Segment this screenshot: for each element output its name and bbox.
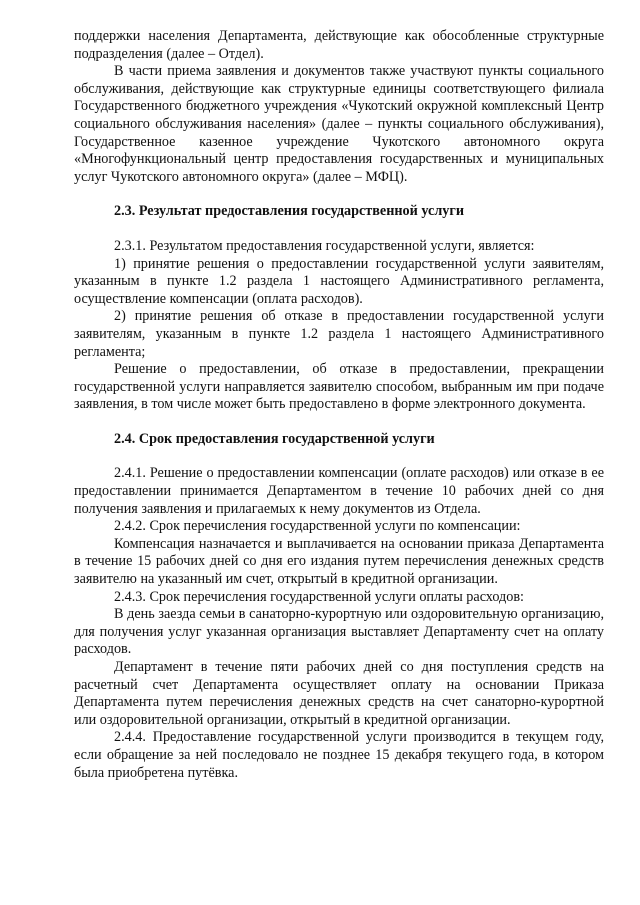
section-2-4-paragraph-4: 2.4.3. Срок перечисления государственной услуги оплаты расходов:: [114, 588, 524, 605]
section-2-4-paragraph-3: Компенсация назначается и выплачивается на основании приказа Департамента в течение 15 рабочих дней со дня его издания путем перечисления денежных средств заявителю на указанный им счет, открытый в кредитной организации.: [74, 535, 604, 588]
section-2-4-paragraph-7: 2.4.4. Предоставление государственной услуги производится в текущем году, если обращение за ней последовало не позднее 15 декабря текущего года, в котором была приобретена путёвка.: [74, 729, 604, 781]
section-2-4-paragraph-6: Департамент в течение пяти рабочих дней со дня поступления средств на расчетный счет Департамента осуществляет оплату на основании Приказа Департамента путем перечисления денежных средств на счет санаторно-курортной или оздоровительной организации, открытый в кредитной организации.: [74, 659, 604, 728]
section-2-3-paragraph-3: 2) принятие решения об отказе в предоставлении государственной услуги заявителям, указанным в пункте 1.2 раздела 1 настоящего Административного регламента;: [74, 308, 604, 360]
document-page: [74, 28, 604, 782]
section-2-4-paragraph-5: В день заезда семьи в санаторно-курортную или оздоровительную организацию, для получения услуг указанная организация выставляет Департаменту счет на оплату расходов.: [74, 606, 604, 658]
section-2-3-paragraph-1: 2.3.1. Результатом предоставления государственной услуги, является:: [114, 237, 535, 254]
section-2-4-paragraph-1: 2.4.1. Решение о предоставлении компенсации (оплате расходов) или отказе в ее предоставлении принимается Департаментом в течение 10 рабочих дней со дня получения заявления и прилагаемых к нему документов из Отдела.: [74, 465, 604, 517]
section-2-4-heading: 2.4. Срок предоставления государственной услуги: [114, 430, 435, 447]
section-2-3-paragraph-2: 1) принятие решения о предоставлении государственной услуги заявителям, указанным в пункте 1.2 раздела 1 настоящего Административного регламента, осуществление компенсации (оплата расходов).: [74, 255, 604, 307]
section-2-3-paragraph-4: Решение о предоставлении, об отказе в предоставлении, прекращении государственной услуги направляется заявителю способом, выбранным им при подаче заявления, в том числе может быть предоставлено в форме электронного документа.: [74, 361, 604, 413]
intro-paragraph-2: В части приема заявления и документов также участвуют пункты социального обслуживания, действующие как структурные единицы соответствующего филиала Государственного бюджетного учреждения «Чукотский окружной комплексный Центр социального обслуживания населения» (далее – пункты социального обслуживания), Государственное казенное учреждение Чукотского автономного округа «Многофункциональный центр предоставления государственных и муниципальных услуг Чукотского автономного округа» (далее – МФЦ).: [74, 63, 604, 185]
section-2-3-heading: 2.3. Результат предоставления государственной услуги: [114, 203, 465, 220]
section-2-4-paragraph-2: 2.4.2. Срок перечисления государственной услуги по компенсации:: [114, 518, 521, 535]
intro-paragraph-1: поддержки населения Департамента, действующие как обособленные структурные подразделения (далее – Отдел).: [74, 28, 604, 62]
